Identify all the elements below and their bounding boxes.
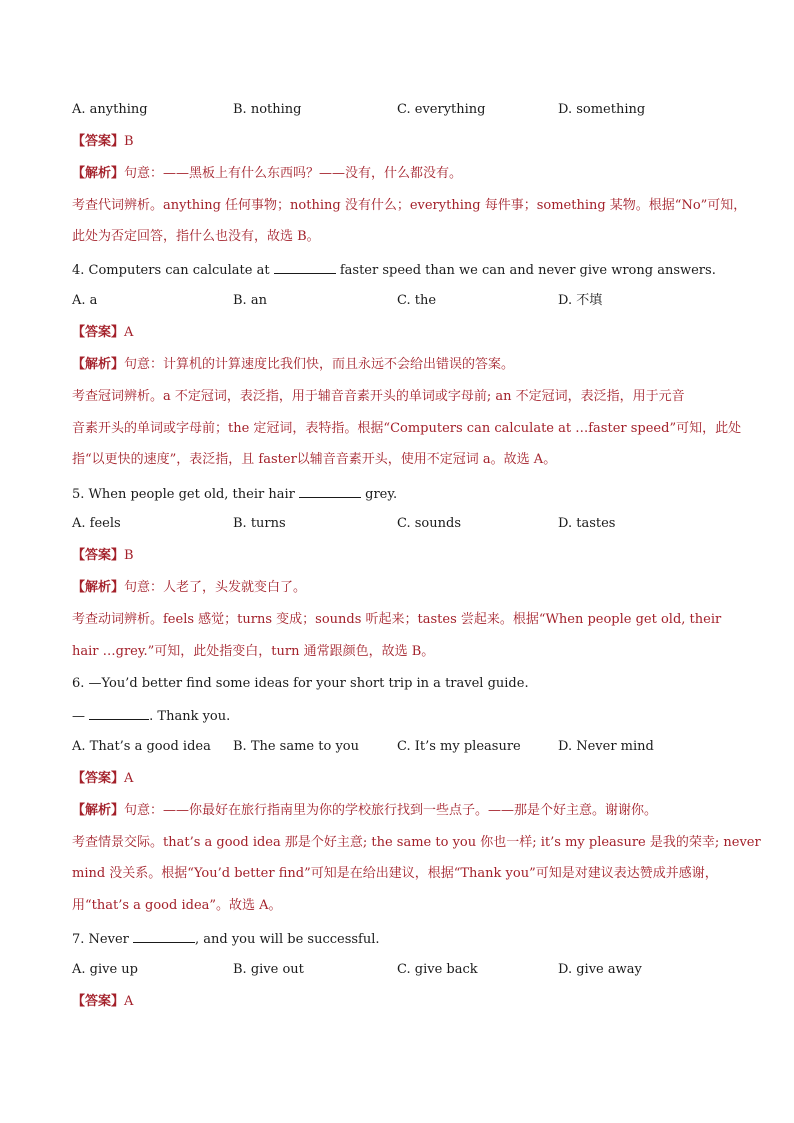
q5-option-c: C. sounds (397, 516, 461, 531)
q3-answer (72, 134, 732, 150)
q4-analysis-line-4: 指“以更快的速度”，表泛指，且 faster以辅音音素开头，使用不定冠词 a。故选 A。 (72, 452, 557, 467)
q4-option-a: A. a (72, 293, 98, 308)
answer-value: A (124, 325, 134, 340)
q3-option-d: D. something (558, 102, 646, 117)
answer-value: B (124, 548, 134, 563)
analysis-text: 句意：计算机的计算速度比我们快，而且永远不会给出错误的答案。 (124, 357, 515, 372)
q4-option-d: D. 不填 (558, 293, 603, 308)
analysis-text: 句意：人老了，头发就变白了。 (124, 580, 307, 595)
stem-text: faster speed than we can and never give wrong answers. (335, 263, 716, 278)
answer-tag: 【答案】 (72, 548, 125, 563)
q3-option-c: C. everything (397, 102, 486, 117)
stem-text: grey. (360, 487, 398, 502)
q7-option-b: B. give out (233, 962, 304, 977)
stem-text: 7. Never (72, 932, 133, 947)
q4-option-b: B. an (233, 293, 267, 308)
q7-stem (72, 930, 732, 948)
q7-answer (72, 994, 732, 1010)
q6-option-b: B. The same to you (233, 739, 359, 754)
q6-analysis-line-2: 考查情景交际。that’s a good idea 那是个好主意; the same to you 你也一样; it’s my pleasure 是我的荣幸; never (72, 835, 761, 850)
q6-answer (72, 771, 732, 787)
analysis-text: 句意：——你最好在旅行指南里为你的学校旅行找到一些点子。——那是个好主意。谢谢你。 (124, 803, 658, 818)
q4-analysis-line-3: 音素开头的单词或字母前；the 定冠词，表特指。根据“Computers can calculate at …faster speed”可知，此处 (72, 421, 742, 436)
q6-analysis-line-1 (72, 803, 732, 819)
answer-value: A (124, 771, 134, 786)
q5-analysis-line-3: hair …grey.”可知，此处指变白，turn 通常跟颜色，故选 B。 (72, 644, 435, 659)
analysis-tag: 【解析】 (72, 803, 125, 818)
q3-analysis-line-1 (72, 166, 732, 182)
blank-line (299, 485, 361, 498)
analysis-tag: 【解析】 (72, 580, 125, 595)
analysis-tag: 【解析】 (72, 357, 125, 372)
q5-analysis-line-2: 考查动词辨析。feels 感觉；turns 变成；sounds 听起来；tastes 尝起来。根据“When people get old, their (72, 612, 722, 627)
answer-tag: 【答案】 (72, 994, 125, 1009)
q6-stem-line-2 (72, 707, 732, 725)
q6-option-a: A. That’s a good idea (72, 739, 211, 754)
blank-line (274, 261, 336, 274)
stem-text: . Thank you. (149, 709, 231, 724)
answer-tag: 【答案】 (72, 325, 125, 340)
q5-option-b: B. turns (233, 516, 286, 531)
q4-analysis-line-2: 考查冠词辨析。a 不定冠词，表泛指，用于辅音音素开头的单词或字母前; an 不定冠词，表泛指，用于元音 (72, 389, 685, 404)
answer-value: A (124, 994, 134, 1009)
stem-text: — (72, 709, 90, 724)
analysis-tag: 【解析】 (72, 166, 125, 181)
q6-option-d: D. Never mind (558, 739, 654, 754)
stem-text: , and you will be successful. (195, 932, 380, 947)
stem-text: 5. When people get old, their hair (72, 487, 299, 502)
q4-analysis-line-1 (72, 357, 732, 373)
q7-option-a: A. give up (72, 962, 138, 977)
q5-option-a: A. feels (72, 516, 121, 531)
q6-analysis-line-4: 用“that’s a good idea”。故选 A。 (72, 898, 282, 913)
answer-value: B (124, 134, 134, 149)
blank-line (89, 707, 149, 720)
q4-option-c: C. the (397, 293, 437, 308)
q5-answer (72, 548, 732, 564)
q7-option-c: C. give back (397, 962, 478, 977)
q6-stem-line-1: 6. —You’d better find some ideas for your short trip in a travel guide. (72, 676, 529, 691)
q3-analysis-line-2: 考查代词辨析。anything 任何事物；nothing 没有什么；everything 每件事；something 某物。根据“No”可知， (72, 198, 747, 213)
q3-analysis-line-3: 此处为否定回答，指什么也没有，故选 B。 (72, 229, 320, 244)
q3-option-a: A. anything (72, 102, 148, 117)
q6-analysis-line-3: mind 没关系。根据“You’d better find”可知是在给出建议，根据“Thank you”可知是对建议表达赞成并感谢， (72, 866, 718, 881)
answer-tag: 【答案】 (72, 771, 125, 786)
q5-analysis-line-1 (72, 580, 732, 596)
answer-tag: 【答案】 (72, 134, 125, 149)
q6-option-c: C. It’s my pleasure (397, 739, 521, 754)
q7-option-d: D. give away (558, 962, 642, 977)
q5-option-d: D. tastes (558, 516, 616, 531)
q3-option-b: B. nothing (233, 102, 302, 117)
blank-line (133, 930, 195, 943)
analysis-text: 句意：——黑板上有什么东西吗？——没有，什么都没有。 (124, 166, 463, 181)
q4-answer (72, 325, 732, 341)
q5-stem (72, 485, 732, 503)
stem-text: 4. Computers can calculate at (72, 263, 274, 278)
q4-stem (72, 261, 732, 279)
